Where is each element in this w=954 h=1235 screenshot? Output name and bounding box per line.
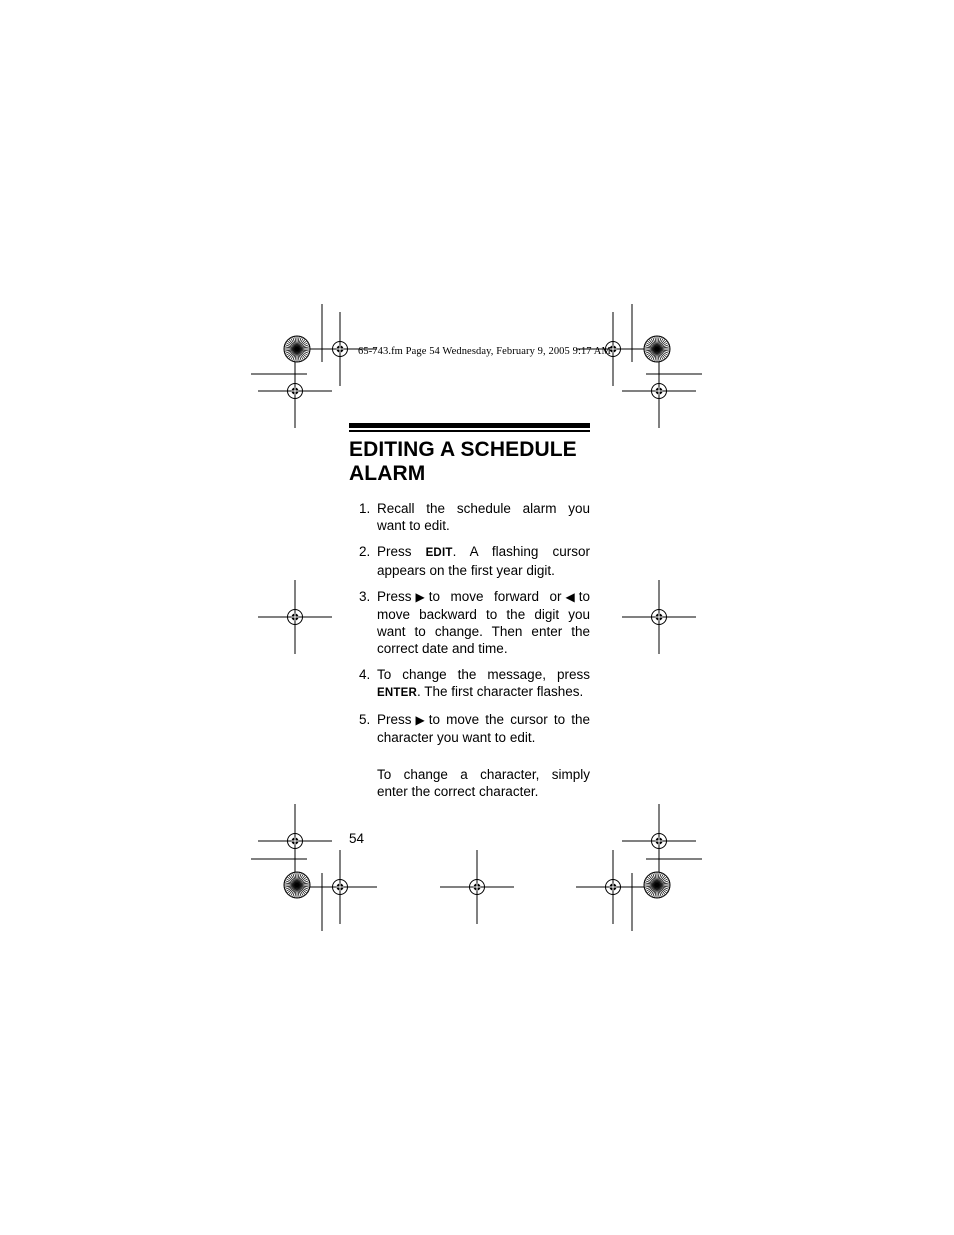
step-number: 2. bbox=[359, 544, 371, 559]
steps-list bbox=[349, 500, 590, 755]
section-title bbox=[349, 438, 599, 486]
right-arrow-icon: ▶ bbox=[415, 713, 425, 727]
step-number: 5. bbox=[359, 712, 371, 727]
step-text-post: . The first character flashes. bbox=[416, 684, 584, 699]
step-number: 4. bbox=[359, 667, 371, 682]
step-text-post: to move the cursor to the character you want to edit. bbox=[377, 712, 590, 745]
step-5 bbox=[349, 711, 590, 746]
page-number: 54 bbox=[349, 831, 365, 846]
step-text-mid: to move forward or bbox=[428, 589, 562, 604]
step-text-pre: Press bbox=[377, 712, 412, 727]
step-5-note: To change a character, simply enter the correct character. bbox=[377, 767, 590, 799]
step-2 bbox=[349, 543, 590, 579]
step-text-pre: Press bbox=[377, 589, 412, 604]
starburst-icon bbox=[644, 872, 670, 898]
left-arrow-icon: ◀ bbox=[565, 590, 575, 604]
heading-rule-thin bbox=[349, 430, 590, 432]
file-slug: 65-743.fm Page 54 Wednesday, February 9, 2005 9:17 AM bbox=[358, 346, 611, 357]
step-text-pre: To change the message, press bbox=[377, 667, 590, 682]
enter-key-label: ENTER bbox=[377, 687, 417, 699]
heading-rule-thick bbox=[349, 423, 590, 428]
right-arrow-icon: ▶ bbox=[415, 590, 425, 604]
step-1 bbox=[349, 500, 590, 534]
step-number: 3. bbox=[359, 589, 371, 604]
step-text-pre: Press bbox=[377, 544, 412, 559]
step-text: Recall the schedule alarm you want to edit. bbox=[377, 501, 590, 533]
starburst-icon bbox=[284, 872, 310, 898]
section-title-line2: ALARM bbox=[349, 462, 426, 485]
edit-key-label: EDIT bbox=[425, 547, 453, 559]
section-title-line1: EDITING A SCHEDULE bbox=[349, 438, 577, 461]
step-text-post: . A flashing cursor appears on the first year digit. bbox=[377, 544, 590, 578]
step-3 bbox=[349, 588, 590, 657]
starburst-icon bbox=[284, 336, 310, 362]
step-4 bbox=[349, 666, 590, 702]
step-text-post: to move backward to the digit you want to change. Then enter the correct date and time. bbox=[377, 589, 590, 656]
step-number: 1. bbox=[359, 501, 371, 516]
starburst-icon bbox=[644, 336, 670, 362]
